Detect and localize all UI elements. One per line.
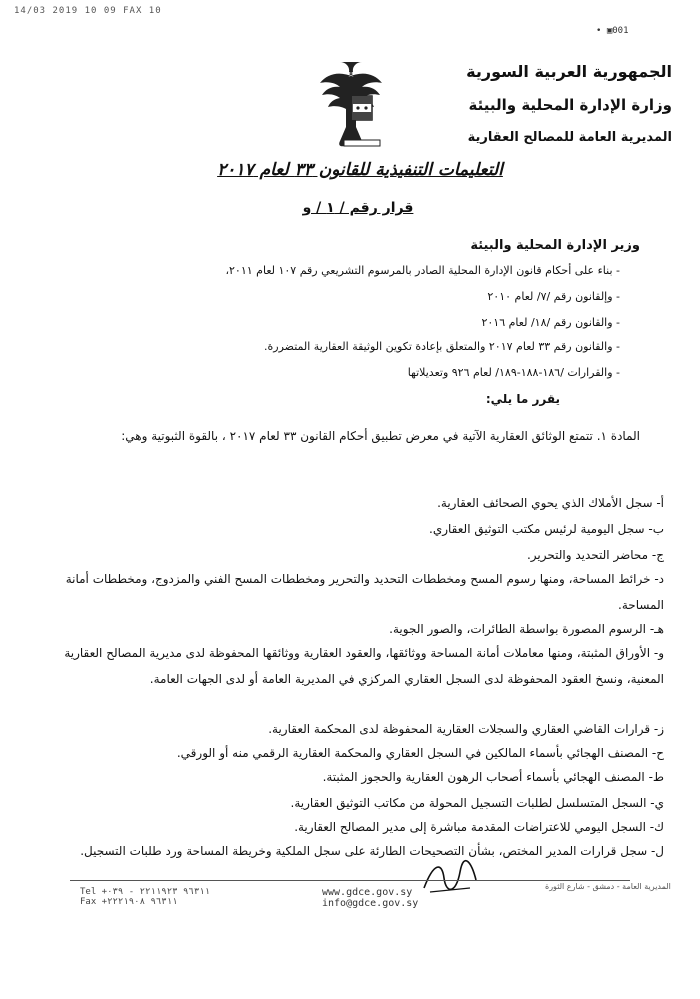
list-item: هـ- الرسوم المصورة بواسطة الطائرات، والصور الجوية. — [389, 622, 664, 636]
letterhead-directorate: المديرية العامة للمصالح العقارية — [467, 130, 672, 145]
list-item: ي- السجل المتسلسل لطلبات التسجيل المحولة من مكاتب التوثيق العقارية. — [290, 796, 664, 810]
page-number: • ▣001 — [596, 26, 629, 36]
list-item: و- الأوراق المثبتة، ومنها معاملات أمانة المساحة ووثائقها، والعقود العقارية ووثائقها المحفوظة لدى مديرية المصالح العقارية المعنية، ونسخ العقود المحفوظة لدى السجل العقاري المركزي في المديرية العامة أو لدى الجهات العامة. — [64, 646, 664, 686]
list-item: ب- سجل اليومية لرئيس مكتب التوثيق العقاري. — [429, 522, 664, 536]
document-title: التعليمات التنفيذية للقانون ٣٣ لعام ٢٠١٧ — [217, 160, 503, 180]
list-item: د- خرائط المساحة، ومنها رسوم المسح ومخططات التحديد والتحرير ومخططات المسح الفني والمزدوج، ومخططات أمانة المساحة. — [65, 572, 664, 612]
minister-heading: وزير الإدارة المحلية والبيئة — [470, 238, 640, 253]
article-1: المادة ١. تتمتع الوثائق العقارية الآتية في معرض تطبيق أحكام القانون ٣٣ لعام ٢٠١٧ ، بالقوة الثبوتية وهي: — [121, 429, 640, 443]
footer-address: المديرية العامة - دمشق - شارع الثورة — [545, 882, 671, 891]
footer-tel: Tel +٩٦٣١١ ٢٢١١٩٢٣ - ٠٣٩ — [80, 887, 211, 897]
footer-fax: Fax +٩٦٣١١ ٢٢٢١٩٠٨ — [80, 897, 178, 907]
list-item: ل- سجل قرارات المدير المختص، بشأن التصحيحات الطارئة على سجل الملكية وخريطة المساحة ورد طلبات التسجيل. — [80, 844, 664, 858]
footer-website: www.gdce.gov.sy — [322, 887, 413, 898]
preamble-item: - والقانون رقم /١٨/ لعام ٢٠١٦ — [481, 316, 620, 329]
list-item: أ- سجل الأملاك الذي يحوي الصحائف العقارية. — [437, 496, 664, 510]
fax-page-icon: ▣ — [606, 26, 613, 36]
preamble-item: - والقانون رقم ٣٣ لعام ٢٠١٧ والمتعلق بإعادة تكوين الوثيقة العقارية المتضررة. — [264, 340, 620, 353]
syrian-eagle-emblem-icon — [318, 56, 406, 152]
footer-divider — [70, 880, 630, 881]
footer-phone — [80, 887, 210, 907]
list-item: ج- محاضر التحديد والتحرير. — [526, 548, 664, 562]
decides-heading: يقرر ما يلي: — [485, 392, 560, 406]
letterhead-republic: الجمهورية العربية السورية — [466, 62, 672, 81]
footer-contact — [322, 887, 418, 909]
preamble-item: - بناء على أحكام قانون الإدارة المحلية الصادر بالمرسوم التشريعي رقم ١٠٧ لعام ٢٠١١، — [225, 264, 620, 277]
fax-header: 14/03 2019 10 09 FAX 10 — [14, 6, 162, 16]
decree-number: قرار رقم / ١ / و — [302, 200, 414, 216]
list-item: ك- السجل اليومي للاعتراضات المقدمة مباشرة إلى مدير المصالح العقارية. — [294, 820, 664, 834]
letterhead-ministry: وزارة الإدارة المحلية والبيئة — [468, 96, 672, 114]
list-item: ز- قرارات القاضي العقاري والسجلات العقارية المحفوظة لدى المحكمة العقارية. — [268, 722, 664, 736]
preamble-item: - وإلقانون رقم /٧/ لعام ٢٠١٠ — [487, 290, 620, 303]
list-item: ط- المصنف الهجائي بأسماء أصحاب الرهون العقارية والحجوز المثبتة. — [322, 770, 664, 784]
signature-icon — [420, 858, 480, 896]
list-item: ح- المصنف الهجائي بأسماء المالكين في السجل العقاري والمحكمة العقارية الرقمي منه أو الورقي. — [176, 746, 664, 760]
preamble-item: - والقرارات /١٨٦-١٨٨-١٨٩/ لعام ٩٢٦ وتعديلاتها — [407, 366, 620, 379]
footer-email: info@gdce.gov.sy — [322, 898, 419, 909]
